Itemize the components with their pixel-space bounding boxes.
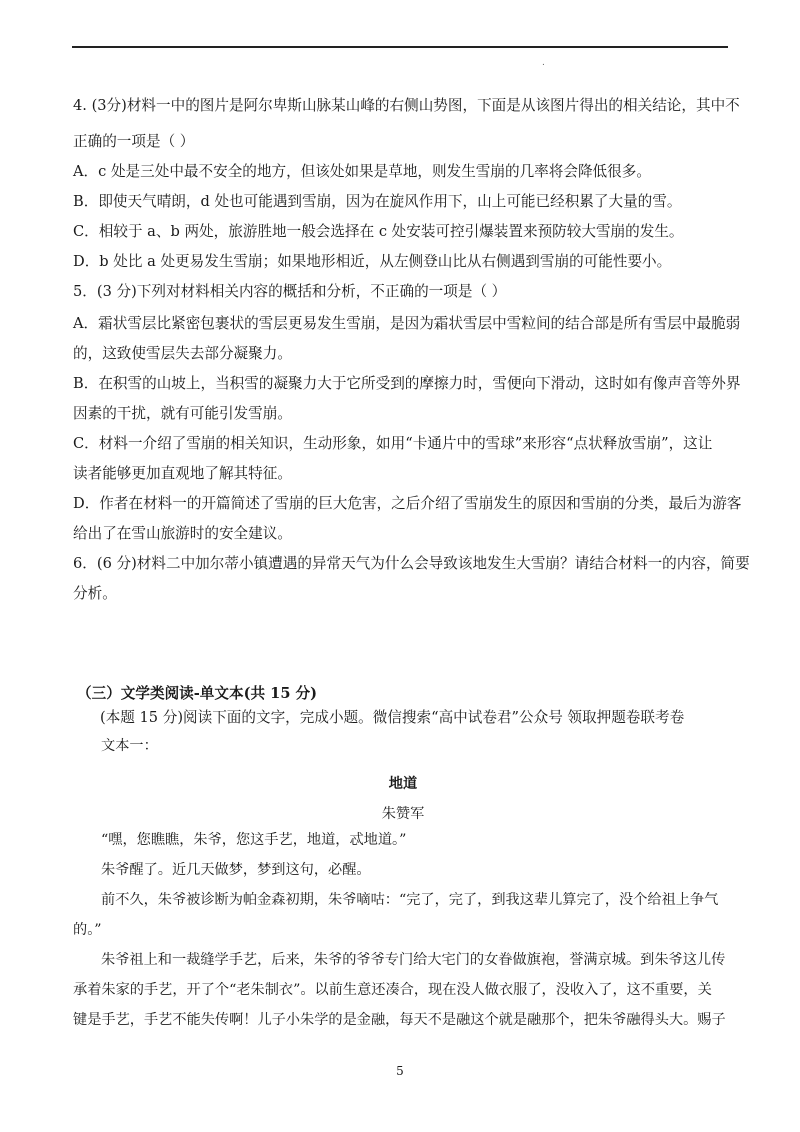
q5-stem: 5．(3 分)下列对材料相关内容的概括和分析，不正确的一项是（ ） bbox=[73, 283, 507, 300]
header-rule bbox=[72, 46, 728, 48]
q5-option-a-line-1: A．霜状雪层比紧密包裹状的雪层更易发生雪崩，是因为霜状雪层中雪粒间的结合部是所有雪层中最脆弱 bbox=[73, 315, 741, 332]
q5-option-b-line-2: 因素的干扰，就有可能引发雪崩。 bbox=[73, 405, 292, 422]
essay-title: 地道 bbox=[388, 776, 418, 792]
essay-paragraph-3-line-2: 的。” bbox=[73, 922, 102, 938]
q4-option-a: A．c 处是三处中最不安全的地方，但该处如果是草地，则发生雪崩的几率将会降低很多。 bbox=[73, 163, 651, 180]
q5-option-c-line-2: 读者能够更加直观地了解其特征。 bbox=[73, 465, 292, 482]
q4-option-d: D．b 处比 a 处更易发生雪崩；如果地形相近，从左侧登山比从右侧遇到雪崩的可能性要小。 bbox=[73, 253, 672, 270]
q5-option-c-line-1: C．材料一介绍了雪崩的相关知识，生动形象，如用“卡通片中的雪球”来形容“点状释放雪崩”，这让 bbox=[73, 435, 713, 452]
essay-paragraph-1: “嘿，您瞧瞧，朱爷，您这手艺，地道，忒地道。” bbox=[101, 832, 407, 848]
q4-stem-line-2: 正确的一项是（ ） bbox=[73, 133, 195, 150]
page-number: 5 bbox=[396, 1064, 404, 1078]
essay-paragraph-3-line-1: 前不久，朱爷被诊断为帕金森初期，朱爷嘀咕：“完了，完了，到我这辈儿算完了，没个给祖上争气 bbox=[101, 892, 719, 908]
essay-paragraph-2: 朱爷醒了。近几天做梦，梦到这句，必醒。 bbox=[101, 862, 371, 878]
q4-option-c: C．相较于 a、b 两处，旅游胜地一般会选择在 c 处安装可控引爆装置来预防较大雪崩的发生。 bbox=[73, 223, 684, 240]
section-title: （三）文学类阅读-单文本(共 15 分) bbox=[77, 685, 318, 702]
text-label: 文本一： bbox=[101, 738, 158, 754]
q5-option-d-line-1: D．作者在材料一的开篇简述了雪崩的巨大危害，之后介绍了雪崩发生的原因和雪崩的分类，最后为游客 bbox=[73, 495, 742, 512]
essay-paragraph-4-line-1: 朱爷祖上和一裁缝学手艺，后来，朱爷的爷爷专门给大宅门的女眷做旗袍，誉满京城。到朱爷这儿传 bbox=[101, 952, 726, 968]
essay-author: 朱赞军 bbox=[381, 806, 425, 822]
q6-line-2: 分析。 bbox=[73, 585, 117, 602]
q6-line-1: 6．(6 分)材料二中加尔蒂小镇遭遇的异常天气为什么会导致该地发生大雪崩？请结合材料一的内容，简要 bbox=[73, 555, 750, 572]
q5-option-a-line-2: 的，这致使雪层失去部分凝聚力。 bbox=[73, 345, 292, 362]
q4-option-b: B．即使天气晴朗，d 处也可能遇到雪崩，因为在旋风作用下，山上可能已经积累了大量的雪。 bbox=[73, 193, 682, 210]
q5-option-b-line-1: B．在积雪的山坡上，当积雪的凝聚力大于它所受到的摩擦力时，雪便向下滑动，这时如有像声音等外界 bbox=[73, 375, 741, 392]
q4-stem-line-1: 4. (3分)材料一中的图片是阿尔卑斯山脉某山峰的右侧山势图，下面是从该图片得出的相关结论，其中不 bbox=[73, 97, 740, 114]
essay-paragraph-4-line-2: 承着朱家的手艺，开了个“老朱制衣”。以前生意还凑合，现在没人做衣服了，没收入了，这不重要，关 bbox=[73, 982, 712, 998]
q5-option-d-line-2: 给出了在雪山旅游时的安全建议。 bbox=[73, 525, 292, 542]
essay-paragraph-4-line-3: 键是手艺，手艺不能失传啊！儿子小朱学的是金融，每天不是融这个就是融那个，把朱爷融得头大。赐子 bbox=[73, 1012, 726, 1028]
section-intro: (本题 15 分)阅读下面的文字，完成小题。微信搜索“高中试卷君”公众号 领取押题卷联考卷 bbox=[100, 709, 685, 726]
header-dot: . bbox=[542, 58, 545, 68]
